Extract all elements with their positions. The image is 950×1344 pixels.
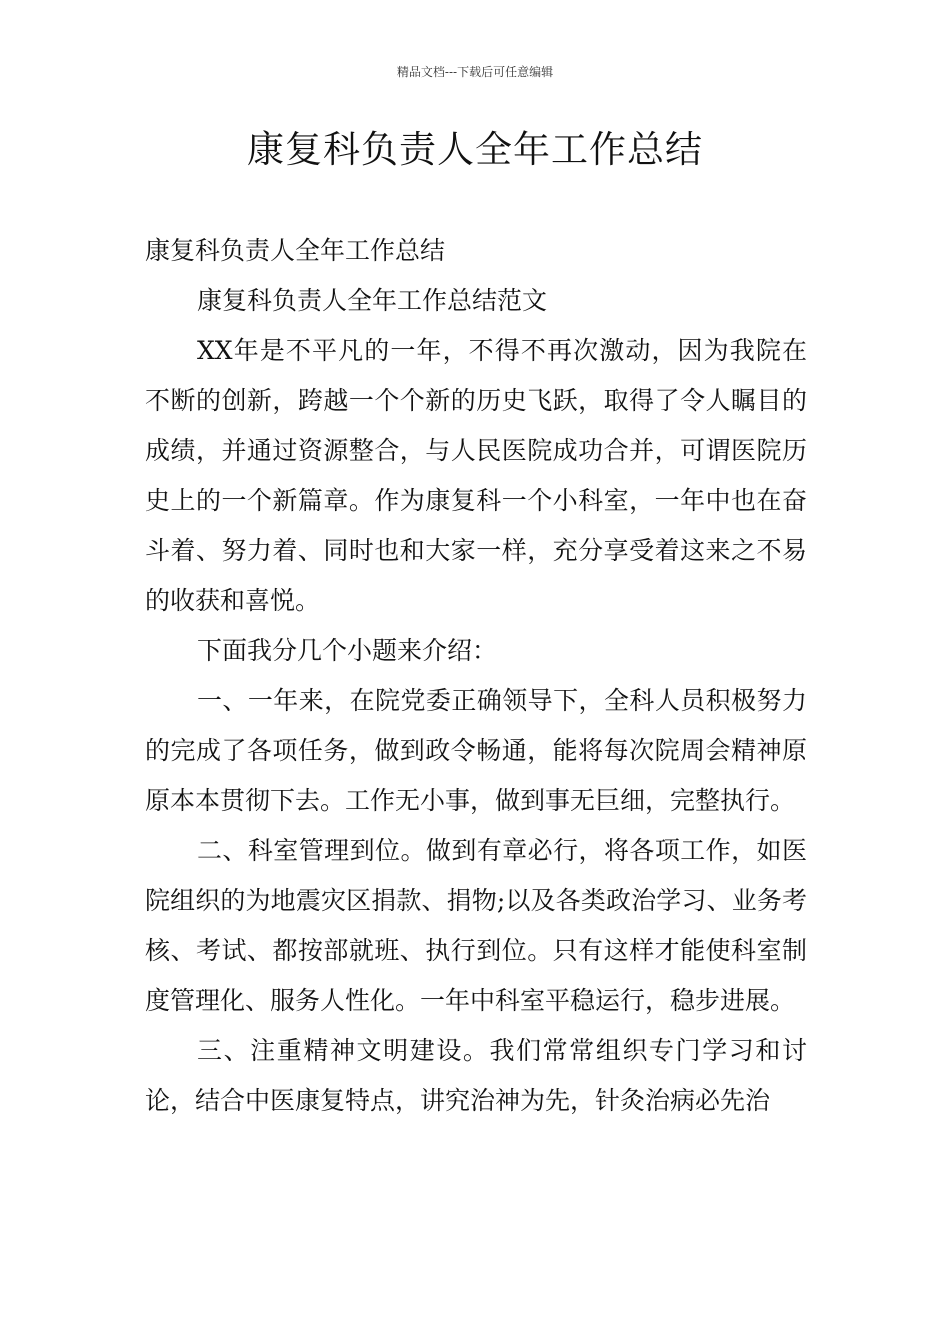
paragraph-point-one: 一、一年来，在院党委正确领导下，全科人员积极努力的完成了各项任务，做到政令畅通，能将每次院周会精神原原本本贯彻下去。工作无小事，做到事无巨细，完整执行。 [145,686,807,815]
paragraph-subtitle: 康复科负责人全年工作总结 [145,236,446,265]
paragraph-point-two: 二、科室管理到位。做到有章必行，将各项工作，如医院组织的为地震灾区捐款、捐物;以及各类政治学习、业务考核、考试、都按部就班、执行到位。只有这样才能使科室制度管理化、服务人性化。一年中科室平稳运行，稳步进展。 [145,836,807,1015]
header-note: 精品文档---下载后可任意编辑 [396,65,554,79]
document-body [145,226,807,1126]
paragraph-outline: 下面我分几个小题来介绍： [197,636,498,665]
paragraph-point-three: 三、注重精神文明建设。我们常常组织专门学习和讨论，结合中医康复特点，讲究治神为先，针灸治病必先治 [145,1036,807,1115]
paragraph-intro: XX年是不平凡的一年，不得不再次激动，因为我院在不断的创新，跨越一个个新的历史飞跃，取得了令人瞩目的成绩，并通过资源整合，与人民医院成功合并，可谓医院历史上的一个新篇章。作为康复科一个小科室，一年中也在奋斗着、努力着、同时也和大家一样，充分享受着这来之不易的收获和喜悦。 [145,336,807,615]
paragraph-sample-title: 康复科负责人全年工作总结范文 [197,286,548,315]
document-title: 康复科负责人全年工作总结 [247,128,703,171]
